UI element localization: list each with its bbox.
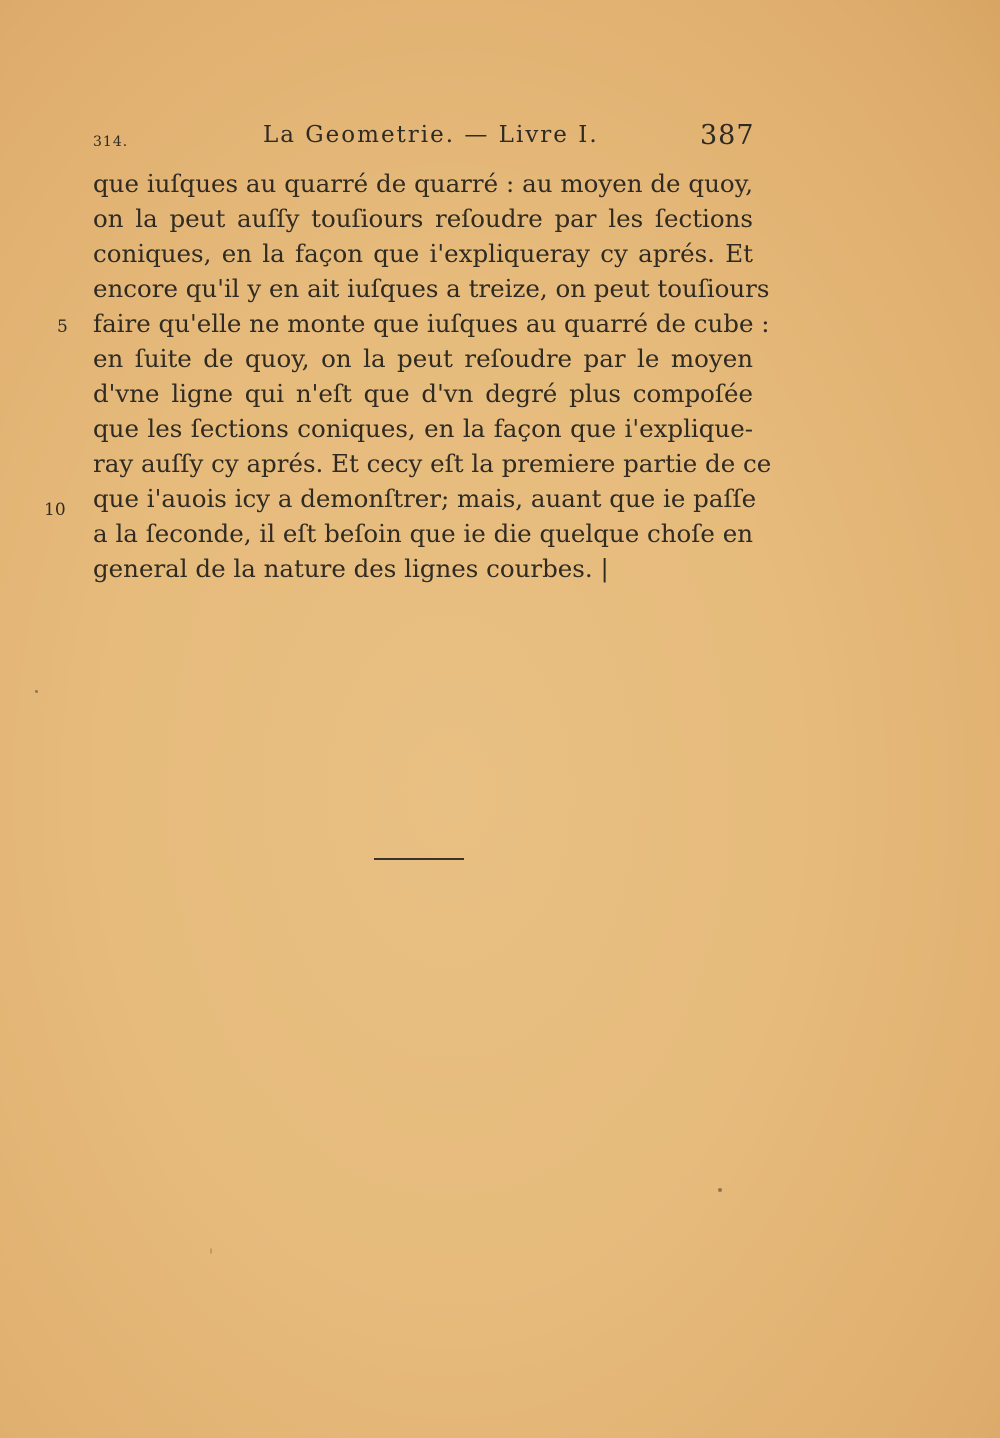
text-line: que iuſques au quarré de quarré : au moyen de quoy, bbox=[93, 169, 753, 198]
text-line: ray auſſy cy aprés. Et cecy eſt la premiere partie de ce bbox=[93, 449, 772, 478]
paper-speck bbox=[718, 1188, 722, 1192]
end-rule-divider bbox=[374, 858, 464, 860]
line-number-5: 5 bbox=[57, 317, 68, 337]
text-line: on la peut auſſy touſiours reſoudre par les ſections bbox=[93, 204, 753, 233]
text-line: a la ſeconde, il eſt beſoin que ie die quelque choſe en bbox=[93, 519, 753, 548]
original-page-reference: 314. bbox=[93, 134, 129, 150]
text-line: general de la nature des lignes courbes. | bbox=[93, 554, 609, 583]
text-line: d'vne ligne qui n'eſt que d'vn degré plus compoſée bbox=[93, 379, 753, 408]
paper-speck bbox=[35, 690, 38, 693]
text-line: faire qu'elle ne monte que iuſques au quarré de cube : bbox=[93, 309, 770, 338]
text-line: en ſuite de quoy, on la peut reſoudre par le moyen bbox=[93, 344, 753, 373]
text-line: que i'auois icy a demonſtrer; mais, auant que ie paſſe bbox=[93, 484, 757, 513]
paper-speck bbox=[210, 1248, 212, 1254]
running-title: La Geometrie. — Livre I. bbox=[263, 122, 599, 148]
page-header bbox=[0, 122, 1000, 162]
text-line: coniques, en la façon que i'expliqueray cy aprés. Et bbox=[93, 239, 753, 268]
text-line: encore qu'il y en ait iuſques a treize, on peut touſiours bbox=[93, 274, 770, 303]
line-number-10: 10 bbox=[44, 500, 66, 520]
body-text bbox=[93, 166, 772, 586]
page-number: 387 bbox=[700, 120, 755, 151]
text-line: que les ſections coniques, en la façon que i'explique- bbox=[93, 414, 753, 443]
